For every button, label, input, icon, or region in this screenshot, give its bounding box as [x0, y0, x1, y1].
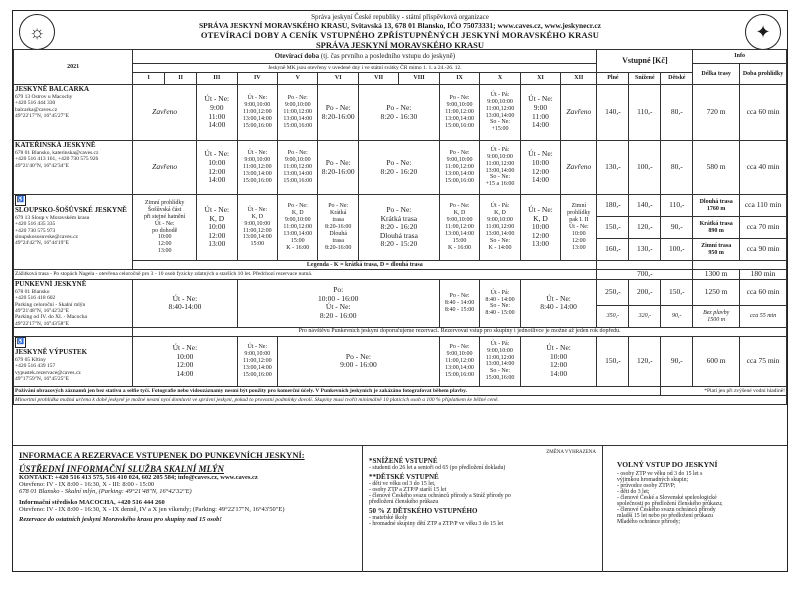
- month-header: VI: [318, 73, 358, 85]
- table-row: [14, 336, 787, 386]
- macocha-info: Informační středisko MACOCHA, +420 516 444 260: [19, 499, 165, 506]
- price-cell: 120,-: [629, 336, 661, 386]
- addr-line: Parking celoroční - Skalní mlýn: [15, 301, 86, 308]
- free-entry-item: - průvodce osoby ZTP/P;: [617, 483, 676, 489]
- legend-text: Legenda - K = krátká trasa, D = dlouhá trasa: [133, 261, 597, 270]
- length-cell: 1300 m: [693, 270, 740, 280]
- schedule-cell: Po: 10:00 - 16:00 Út - Ne: 8:20 - 16:00: [237, 280, 439, 328]
- schedule-cell: Út - Ne: K, D 10:00 12:00 13:00: [197, 195, 237, 261]
- length-cell: 720 m: [693, 85, 740, 141]
- group-reservation-note: Rezervace do ostatních jeskyní Moravského krasu pro skupiny nad 15 osob!: [19, 516, 222, 523]
- free-entry-item: - osoby ZTP ve věku od 3 do 15 let s: [617, 471, 703, 477]
- addr-line: 49°24'42"N, 16°44'19"E: [15, 240, 69, 247]
- length-cell: 1250 m: [693, 280, 740, 306]
- header-address: SPRÁVA JESKYNÍ MORAVSKÉHO KRASU, Svitavská 13, 678 01 Blansko, IČO 75073331; www.caves.cz, www.jeskynecr.cz: [199, 21, 601, 30]
- schedule-cell: Út - Pá: K, D 9:00,10:00 11:00,12:00 13:00,14:00 So - Ne: K - 14:00: [480, 195, 520, 261]
- schedule-cell: Po - Ne: 9:00 - 16:00: [278, 336, 440, 386]
- reduced-item: - studenti do 26 let a senioři od 65 (po předložení dokladu): [369, 465, 506, 471]
- addr-line: sloupskososuvske@caves.cz: [15, 233, 78, 240]
- duration-cell: cca 110 min: [740, 195, 787, 217]
- schedule-table: [13, 49, 787, 405]
- child-title: **DĚTSKÉ VSTUPNÉ: [369, 473, 439, 481]
- header-organization: Správa jeskyní České republiky - státní příspěvková organizace: [311, 13, 489, 21]
- schedule-cell: Út - Ne: 9:00,10:00 11:00,12:00 13:00,14:00 15:00,16:00: [237, 336, 277, 386]
- schedule-cell: Út - Ne: 10:00 12:00 14:00: [520, 336, 597, 386]
- price-cell: 90,-: [661, 306, 693, 328]
- schedule-cell: Po - Ne: 8:40 - 14:00 8:40 - 15:00: [439, 280, 479, 328]
- accessibility-icon: ♿: [15, 195, 26, 206]
- child-item: předložení členského průkazu: [369, 499, 439, 505]
- free-entry-item: mladší 15 let nebo po předložení průkazu: [617, 513, 713, 519]
- schedule-cell: Po - Ne: 8:20 - 16:20: [358, 141, 439, 195]
- schedule-cell: Út - Pá: 8:40 - 14:00 So - Ne: 8:40 - 15:00: [480, 280, 520, 328]
- price-cell: 180,-: [597, 195, 629, 217]
- addr-line: +420 516 439 157: [15, 363, 56, 370]
- cave-vypustek: ♿ JESKYNĚ VÝPUSTEK 679 05 Křtiny +420 516 439 157 vypustek.rezervace@caves.cz 49°17'59"N, 16°45'25"E: [14, 336, 133, 386]
- schedule-cell: Po - Ne: 9:00,10:00 11:00,12:00 13:00,14:00 15:00,16:00: [439, 336, 479, 386]
- schedule-cell: Út - Ne: 9:00 11:00 14:00: [197, 85, 237, 141]
- schedule-cell: Po - Ne: K, D 9:00,10:00 11:00,12:00 13:00,14:00 15:00 K - 16:00: [439, 195, 479, 261]
- schedule-cell: Zimní prohlídky Šošůvská část při stejné hatnění Út - Ne: po dohodě 10:00 12:00 13:00: [133, 195, 197, 261]
- addr-line: 49°21'48"N, 16°42'32"E: [15, 307, 69, 314]
- schedule-cell: Zavřeno: [561, 141, 597, 195]
- month-header: VII: [358, 73, 398, 85]
- table-row: [14, 386, 787, 395]
- cave-sloupsko: ♿ SLOUPSKO-ŠOŠŮVSKÉ JESKYNĚ 679 13 Sloup v Moravském krasu +420 516 435 335 +420 730 575 973 sloupskososuvske@caves.cz 49°24'42"N, 16°44'19"E: [14, 195, 133, 270]
- cave-katerinska: KATEŘINSKÁ JESKYNĚ 678 01 Blansko, katerinska@caves.cz +420 516 413 161, +420 730 575 926 49°21'40"N, 16°42'34"E: [14, 141, 133, 195]
- duration-heading: Doba prohlídky: [740, 64, 787, 85]
- opening-heading: Otevírací doba (tj. čas prvního a posledního vstupu do jeskyně): [133, 50, 597, 64]
- accessibility-icon: ♿: [15, 337, 26, 348]
- price-cell: 140,-: [597, 85, 629, 141]
- half-item: - mateřské školy: [369, 515, 408, 521]
- punkevni-note: Pro návštěvu Punkevních jeskyní doporučujeme rezervaci. Rezervovat vstup pro skupiny i jednotlivce je možné až jeden rok dopředu.: [133, 327, 787, 336]
- contact-line: KONTAKT: +420 516 413 575, 516 410 024, 602 205 584; info@caves.cz, www.caves.cz: [19, 474, 258, 481]
- free-entry-title: VOLNÝ VSTUP DO JESKYNÍ: [617, 460, 718, 469]
- child-item: - děti ve věku od 3 do 15 let,: [369, 481, 436, 487]
- duration-cell: cca 40 min: [740, 141, 787, 195]
- schedule-cell: Zavřeno: [561, 85, 597, 141]
- price-cell: 90,-: [661, 336, 693, 386]
- schedule-cell: Út - Pá: 9:00,10:00 11:00,12:00 13:00,14:00 So - Ne: +15:00: [480, 85, 520, 141]
- sheet-header: [13, 11, 787, 49]
- schedule-cell: Po - Ne: Krátká trasa 8:20-16:00 Dlouhá trasa 8:20-16:00: [318, 195, 358, 261]
- vstupne-heading: Vstupné [Kč]: [597, 50, 693, 73]
- length-cell: Zimní trasa 950 m: [693, 239, 740, 261]
- half-item: - hromadné skupiny dětí ZTP a ZTP/P ve věku 3 do 15 let: [369, 521, 504, 527]
- addr-line: Parking od IV. do XI. - Macocha: [15, 314, 87, 321]
- addr-line: +420 516 418 602: [15, 295, 56, 302]
- reservation-title: INFORMACE A REZERVACE VSTUPENEK DO PUNKEVNÍCH JESKYNÍ:: [19, 450, 305, 460]
- schedule-cell: Po - Ne: 9:00,10:00 11:00,12:00 13:00,14:00 15:00,16:00: [439, 141, 479, 195]
- opening-line: Otevřeno: IV - IX 8:00 - 16:30, X - III: 8:00 - 15:00: [19, 481, 155, 488]
- price-cell: 80,-: [661, 85, 693, 141]
- price-cell: 350,-: [597, 306, 629, 328]
- duration-cell: cca 60 min: [740, 85, 787, 141]
- price-cell: 150,-: [661, 280, 693, 306]
- half-title: 50 % Z DĚTSKÉHO VSTUPNÉHO: [369, 507, 478, 515]
- addr-line: +420 516 435 335: [15, 221, 56, 228]
- schedule-cell: Út - Ne: 10:00 12:00 14:00: [133, 336, 237, 386]
- schedule-cell: Út - Pá: 9:00,10:00 11:00,12:00 13:00,14:00 So - Ne: +15 a 16:00: [480, 141, 520, 195]
- price-cell: 130,-: [597, 141, 629, 195]
- addr-line: 679 13 Ostrov u Macochy: [15, 94, 73, 101]
- table-row: [14, 141, 787, 195]
- price-cell: 130,-: [629, 239, 661, 261]
- free-entry-item: výjimkou hromadných skupin;: [617, 477, 689, 483]
- addr-line: 49°22'17"N, 16°43'58"E: [15, 320, 69, 327]
- macocha-opening: Otevřeno: IV - IX 8:00 - 16:30, X - IX denně, IV a X jen víkendy; (Parking: 49°22'17"N, 16°43'50"E): [19, 506, 285, 513]
- schedule-cell: Po - Ne: 9:00,10:00 11:00,12:00 13:00,14:00 15:00,16:00: [439, 85, 479, 141]
- month-header: II: [165, 73, 197, 85]
- opening-note: Jeskyně MK jsou otevřeny v uvedené dny i ve státní svátky ČR mimo 1. 1. a 24.-26. 12.: [133, 64, 597, 73]
- child-item: - členové Českého svazu ochránců přírody a Stráž přírody po: [369, 493, 511, 499]
- addr-line: 678 01 Blansko: [15, 289, 50, 296]
- schedule-cell: Zavřeno: [133, 141, 197, 195]
- month-header: I: [133, 73, 165, 85]
- price-cell: 140,-: [629, 195, 661, 217]
- header-subtitle: SPRÁVA JESKYNÍ MORAVSKÉHO KRASU: [315, 40, 485, 50]
- free-entry-item: - členové České a Slovenské speleologické: [617, 495, 717, 501]
- address-line: 678 01 Blansko - Skalní mlýn, (Parking: 49°21'48"N, 16°42'32"E): [19, 488, 192, 495]
- table-row: [14, 270, 787, 280]
- schedule-cell: Út - Ne: 10:00 12:00 14:00: [520, 141, 560, 195]
- price-full-heading: Plné: [597, 73, 629, 85]
- price-cell: 150,-: [597, 217, 629, 239]
- length-cell: Dlouhá trasa 1760 m: [693, 195, 740, 217]
- length-cell: 600 m: [693, 336, 740, 386]
- addr-line: 49°21'40"N, 16°42'34"E: [15, 162, 69, 169]
- price-reduced-heading: Snížené: [629, 73, 661, 85]
- schedule-cell: Po - Ne: 8:20-16:00: [318, 85, 358, 141]
- cave-balcarka: JESKYNĚ BALCARKA 679 13 Ostrov u Macochy +420 516 444 330 balcarka@caves.cz 49°22'17"N, 16°45'27"E: [14, 85, 133, 141]
- addr-line: 49°22'17"N, 16°45'27"E: [15, 112, 69, 119]
- addr-line: +420 516 444 330: [15, 100, 56, 107]
- price-cell: 150,-: [597, 336, 629, 386]
- price-list-sheet: [12, 10, 788, 572]
- duration-cell: 180 min: [740, 270, 787, 280]
- price-cell: 320,-: [629, 306, 661, 328]
- minority-note: Minoritní prohlídka možná určena k době jeskyně je možné nesmí nyní domluvit ve správní jeskyni, pokud to provozní podmínky dovolí. Skupiny musí tvořit minimálně 10 platících osob a 100 % příplatkem ke běžné ceně.: [14, 395, 787, 404]
- month-header: XII: [561, 73, 597, 85]
- price-cell: 100,-: [661, 239, 693, 261]
- price-child-heading: Dětské: [661, 73, 693, 85]
- addr-line: 678 01 Blansko, katerinska@caves.cz: [15, 150, 99, 157]
- table-row: [14, 395, 787, 404]
- table-row: [14, 85, 787, 141]
- year-label: 2021: [14, 50, 133, 85]
- info-heading: Info: [693, 50, 787, 64]
- price-cell: 110,-: [661, 195, 693, 217]
- duration-cell: cca 60 min: [740, 280, 787, 306]
- photo-note: Požívání obrazových záznamů jen bez stativu a selfie tyčí. Fotografie nebo videozáznamy nesmí být použity pro komerční účely. V Punkevních jeskyních je zakázáno fotografovat během plavby.: [14, 386, 661, 395]
- duration-cell: cca 70 min: [740, 217, 787, 239]
- month-header: XI: [520, 73, 560, 85]
- duration-cell: cca 90 min: [740, 239, 787, 261]
- reduced-title: *SNÍŽENÉ VSTUPNÉ: [369, 457, 438, 465]
- addr-line: +420 516 413 161, +420 730 575 926: [15, 156, 99, 163]
- schedule-cell: Út - Pá: 9:00,10:00 11:00,12:00 13:00,14:00 So - Ne: 15:00,16:00: [480, 336, 520, 386]
- nagel-note: Zážitková trasa - Po stopách Nagela - otevřena celoročně pro 3 - 10 osob fyzicky zdatných a starších 10 let. Předchozí rezervace nutná.: [14, 270, 597, 280]
- table-row: [14, 327, 787, 336]
- discount-info: [363, 446, 603, 572]
- month-header: V: [278, 73, 318, 85]
- duration-cell: cca 55 min: [740, 306, 787, 328]
- length-heading: Délka trasy: [693, 64, 740, 85]
- month-header: III: [197, 73, 237, 85]
- free-entry-item: Mladého ochránce přírody;: [617, 519, 681, 525]
- left-logo-icon: ☼: [19, 14, 55, 50]
- price-cell: 90,-: [661, 217, 693, 239]
- free-entry-item: společnosti po předložení členského průkazu;: [617, 501, 723, 507]
- schedule-cell: Út - Ne: 8:40 - 14:00: [520, 280, 597, 328]
- water-level-note: *Platí jen při zvýšené vodní hladině!: [661, 386, 787, 395]
- schedule-cell: Út - Ne: 9:00,10:00 11:00,12:00 13:00,14:00 15:00,16:00: [237, 85, 277, 141]
- month-header: X: [480, 73, 520, 85]
- schedule-cell: Po - Ne: 9:00,10:00 11:00,12:00 13:00,14:00 15:00,16:00: [278, 85, 318, 141]
- free-entry-info: [603, 446, 787, 572]
- cave-punkevni: PUNKEVNÍ JESKYNĚ 678 01 Blansko +420 516 418 602 Parking celoroční - Skalní mlýn 49°21'48"N, 16°42'32"E Parking od IV. do XI. - Macocha 49°22'17"N, 16°43'58"E: [14, 280, 133, 328]
- change-reserved: ZMĚNA VYHRAZENA: [546, 450, 596, 455]
- header-title: OTEVÍRACÍ DOBY A CENÍK VSTUPNÉHO ZPŘÍSTUPNĚNÝCH JESKYNÍ MORAVSKÉHO KRASU: [200, 30, 600, 40]
- addr-line: +420 730 575 973: [15, 227, 56, 234]
- schedule-cell: Út - Ne: 10:00 12:00 14:00: [197, 141, 237, 195]
- table-row: [14, 280, 787, 306]
- schedule-cell: Zimní prohlídky pak I. II Út - Ne: 10:00 12:00 13:00: [561, 195, 597, 261]
- addr-line: balcarka@caves.cz: [15, 106, 58, 113]
- addr-line: 49°17'59"N, 16°45'25"E: [15, 375, 69, 382]
- right-logo-icon: ✦: [745, 14, 781, 50]
- addr-line: vypustek.rezervace@caves.cz: [15, 369, 81, 376]
- table-row: [14, 195, 787, 217]
- free-entry-item: - členové Českého svazu ochránců přírody: [617, 507, 716, 513]
- length-cell: 580 m: [693, 141, 740, 195]
- month-header: IV: [237, 73, 277, 85]
- schedule-cell: Zavřeno: [133, 85, 197, 141]
- schedule-cell: Po - Ne: 9:00,10:00 11:00,12:00 13:00,14:00 15:00,16:00: [278, 141, 318, 195]
- schedule-cell: Po - Ne: 8:20-16:00: [318, 141, 358, 195]
- month-header: IX: [439, 73, 479, 85]
- length-cell: Krátká trasa 890 m: [693, 217, 740, 239]
- duration-cell: cca 75 min: [740, 336, 787, 386]
- free-entry-item: - děti do 3 let;: [617, 489, 650, 495]
- addr-line: 679 05 Křtiny: [15, 356, 46, 363]
- price-cell: 110,-: [629, 85, 661, 141]
- schedule-cell: Út - Ne: K, D 9:00,10:00 11:00,12:00 13:00,14:00 15:00: [237, 195, 277, 261]
- price-cell: 700,-: [597, 270, 693, 280]
- length-cell: Bez plavby 1500 m: [693, 306, 740, 328]
- addr-line: 679 13 Sloup v Moravském krasu: [15, 215, 90, 222]
- child-item: - osoby ZTP a ZTP/P starší 15 let: [369, 487, 447, 493]
- schedule-cell: Po - Ne: Krátká trasa 8:20 - 16:20 Dlouhá trasa 8:20 - 15:20: [358, 195, 439, 261]
- price-cell: 120,-: [629, 217, 661, 239]
- reservation-info: [13, 446, 363, 572]
- price-cell: 250,-: [597, 280, 629, 306]
- schedule-cell: Po - Ne: K, D 9:00,10:00 11:00,12:00 13:00,14:00 15:00 K - 16:00: [278, 195, 318, 261]
- schedule-cell: Po - Ne: 8:20 - 16:30: [358, 85, 439, 141]
- price-cell: 100,-: [629, 141, 661, 195]
- schedule-cell: Út - Ne: 9:00,10:00 11:00,12:00 13:00,14:00 15:00,16:00: [237, 141, 277, 195]
- schedule-cell: Út - Ne: K, D 10:00 12:00 13:00: [520, 195, 560, 261]
- price-cell: 160,-: [597, 239, 629, 261]
- price-cell: 80,-: [661, 141, 693, 195]
- schedule-cell: Út - Ne: 8:40-14:00: [133, 280, 237, 328]
- price-cell: 200,-: [629, 280, 661, 306]
- service-title: ÚSTŘEDNÍ INFORMAČNÍ SLUŽBA SKALNÍ MLÝN: [19, 464, 225, 474]
- info-section: [13, 445, 787, 572]
- month-header: VIII: [399, 73, 439, 85]
- schedule-cell: Út - Ne: 9:00 11:00 14:00: [520, 85, 560, 141]
